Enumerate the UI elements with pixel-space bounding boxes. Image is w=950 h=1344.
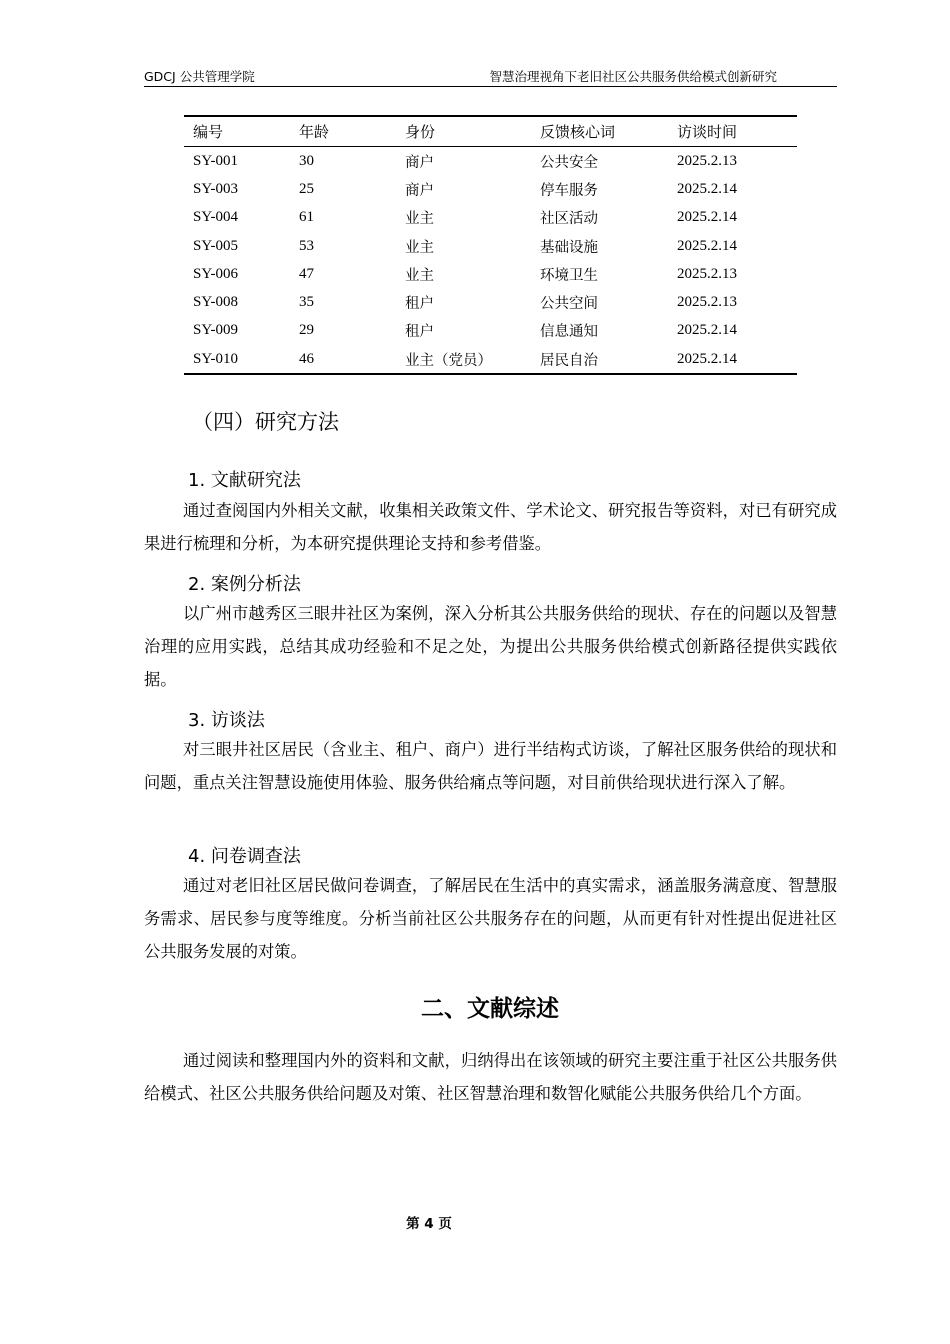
cell-age: 30 [299,152,314,169]
cell-identity: 业主 [405,267,434,284]
cell-date: 2025.2.14 [677,237,737,254]
cell-keyword: 公共空间 [540,296,598,313]
cell-id: SY-003 [193,180,239,197]
cell-age: 29 [299,322,314,339]
cell-age: 47 [299,265,314,282]
page-number: 第 4 页 [406,1216,452,1232]
table-row [184,175,797,203]
cell-date: 2025.2.13 [677,265,737,282]
cell-identity: 业主（党员） [396,345,531,374]
running-header [144,66,837,87]
method-title-questionnaire: 4. 问卷调查法 [188,846,301,867]
cell-age: 61 [299,209,314,226]
cell-id: SY-008 [193,294,239,311]
cell-identity: 商户 [405,182,434,199]
header-institution: GDCJ 公共管理学院 [144,69,255,84]
paragraph-literature-method: 通过查阅国内外相关文献，收集相关政策文件、学术论文、研究报告等资料，对已有研究成果进行梳理和分析，为本研究提供理论支持和参考借鉴。 [144,501,837,553]
cell-age: 35 [299,294,314,311]
paragraph-literature-review: 通过阅读和整理国内外的资料和文献，归纳得出在该领域的研究主要注重于社区公共服务供给模式、社区公共服务供给问题及对策、社区智慧治理和数智化赋能公共服务供给几个方面。 [144,1051,837,1103]
cell-keyword: 环境卫生 [540,267,598,284]
method-title-case-study: 2. 案例分析法 [188,574,301,595]
paragraph-interview-method: 对三眼井社区居民（含业主、租户、商户）进行半结构式访谈，了解社区服务供给的现状和问题，重点关注智慧设施使用体验、服务供给痛点等问题，对目前供给现状进行深入了解。 [144,740,837,792]
cell-date: 2025.2.14 [677,209,737,226]
cell-keyword: 基础设施 [540,239,598,256]
cell-age: 53 [299,237,314,254]
cell-age: 25 [299,180,314,197]
cell-id: SY-006 [193,265,239,282]
table-row [184,317,797,345]
cell-id: SY-005 [193,237,239,254]
cell-age: 46 [290,345,396,374]
cell-keyword: 居民自治 [531,345,668,374]
header-paper-title: 智慧治理视角下老旧社区公共服务供给模式创新研究 [489,69,777,84]
column-header-date: 访谈时间 [668,116,797,147]
cell-identity: 租户 [405,324,434,341]
cell-date: 2025.2.13 [677,294,737,311]
cell-date: 2025.2.14 [677,180,737,197]
table-row [184,260,797,288]
method-title-interview: 3. 访谈法 [188,710,265,731]
column-header-identity: 身份 [396,116,531,147]
table-row [184,345,797,374]
cell-date: 2025.2.14 [677,322,737,339]
cell-identity: 租户 [405,296,434,313]
column-header-keyword: 反馈核心词 [531,116,668,147]
column-header-id: 编号 [184,116,290,147]
cell-identity: 业主 [405,211,434,228]
table-row [184,232,797,260]
subsection-heading-research-methods: （四）研究方法 [192,410,339,434]
cell-id: SY-004 [193,209,239,226]
cell-id: SY-010 [184,345,290,374]
cell-identity: 商户 [405,154,434,171]
cell-keyword: 信息通知 [540,324,598,341]
cell-date: 2025.2.13 [677,152,737,169]
cell-keyword: 公共安全 [540,154,598,171]
method-title-literature: 1. 文献研究法 [188,470,301,491]
section-heading-literature-review: 二、文献综述 [421,996,559,1022]
table-row [184,288,797,316]
table-header-row [184,116,797,147]
cell-keyword: 社区活动 [540,211,598,228]
cell-date: 2025.2.14 [668,345,797,374]
paragraph-case-study-method: 以广州市越秀区三眼井社区为案例，深入分析其公共服务供给的现状、存在的问题以及智慧治理的应用实践，总结其成功经验和不足之处，为提出公共服务供给模式创新路径提供实践依据。 [144,604,837,689]
interviewee-table [184,115,797,375]
table-row [184,204,797,232]
paragraph-questionnaire-method: 通过对老旧社区居民做问卷调查，了解居民在生活中的真实需求，涵盖服务满意度、智慧服务需求、居民参与度等维度。分析当前社区公共服务存在的问题，从而更有针对性提出促进社区公共服务发展的对策。 [144,876,837,961]
cell-keyword: 停车服务 [540,182,598,199]
cell-identity: 业主 [405,239,434,256]
cell-id: SY-009 [193,322,239,339]
table-row [184,147,797,176]
cell-id: SY-001 [193,152,239,169]
column-header-age: 年龄 [290,116,396,147]
